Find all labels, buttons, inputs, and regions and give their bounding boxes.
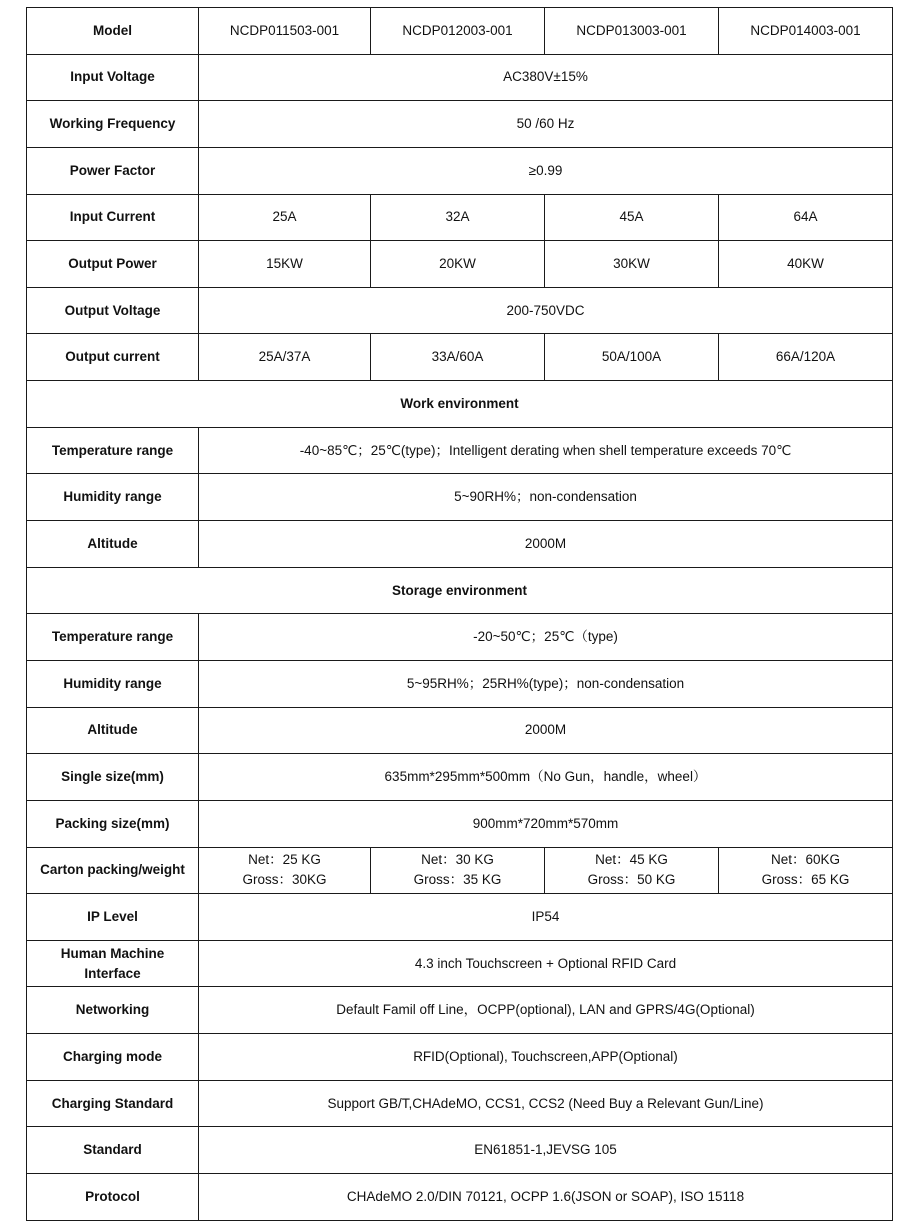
row-label: Packing size(mm) [27, 800, 199, 847]
value-cell: 25A [199, 194, 371, 241]
value-cell: 20KW [371, 241, 545, 288]
value-cell: 50 /60 Hz [199, 101, 893, 148]
row-label: Input Current [27, 194, 199, 241]
spec-row-humidity-range [27, 660, 893, 707]
spec-row-packing-size-mm [27, 800, 893, 847]
value-cell: 2000M [199, 707, 893, 754]
row-label: IP Level [27, 894, 199, 941]
spec-row-temperature-range [27, 427, 893, 474]
value-cell: 25A/37A [199, 334, 371, 381]
spec-row-humidity-range [27, 474, 893, 521]
spec-row-input-voltage [27, 54, 893, 101]
spec-row-input-current [27, 194, 893, 241]
row-label: Altitude [27, 521, 199, 568]
spec-table-body [27, 8, 893, 1221]
value-cell: ≥0.99 [199, 147, 893, 194]
section-header: Work environment [27, 381, 893, 428]
value-cell: AC380V±15% [199, 54, 893, 101]
row-label: Temperature range [27, 614, 199, 661]
value-cell: 64A [719, 194, 893, 241]
row-label: Output Voltage [27, 287, 199, 334]
value-cell [199, 847, 371, 894]
row-label: Carton packing/weight [27, 847, 199, 894]
value-cell: 5~95RH%；25RH%(type)；non-condensation [199, 660, 893, 707]
section-row-storage-environment [27, 567, 893, 614]
row-label: Humidity range [27, 660, 199, 707]
value-cell: 45A [545, 194, 719, 241]
value-line: Gross：35 KG [413, 872, 502, 888]
row-label-line: Interface [84, 965, 141, 981]
value-cell: IP54 [199, 894, 893, 941]
spec-row-human-machine-interface [27, 940, 893, 987]
value-cell: Default Famil off Line，OCPP(optional), LAN and GPRS/4G(Optional) [199, 987, 893, 1034]
spec-row-output-current [27, 334, 893, 381]
value-cell: 50A/100A [545, 334, 719, 381]
row-label [27, 940, 199, 987]
spec-row-model [27, 8, 893, 55]
row-label: Power Factor [27, 147, 199, 194]
row-label-line: Human Machine [60, 945, 165, 961]
row-label: Standard [27, 1127, 199, 1174]
spec-row-working-frequency [27, 101, 893, 148]
value-cell: 66A/120A [719, 334, 893, 381]
spec-row-output-power [27, 241, 893, 288]
spec-row-charging-mode [27, 1034, 893, 1081]
row-label: Charging mode [27, 1034, 199, 1081]
spec-row-temperature-range [27, 614, 893, 661]
row-label: Charging Standard [27, 1080, 199, 1127]
value-cell: RFID(Optional), Touchscreen,APP(Optional) [199, 1034, 893, 1081]
spec-row-output-voltage [27, 287, 893, 334]
spec-row-charging-standard [27, 1080, 893, 1127]
value-cell: -20~50℃；25℃（type) [199, 614, 893, 661]
value-cell [545, 847, 719, 894]
value-cell: Support GB/T,CHAdeMO, CCS1, CCS2 (Need Buy a Relevant Gun/Line) [199, 1080, 893, 1127]
value-line: Gross：65 KG [761, 872, 850, 888]
value-cell: 900mm*720mm*570mm [199, 800, 893, 847]
spec-row-protocol [27, 1174, 893, 1221]
spec-row-power-factor [27, 147, 893, 194]
spec-row-altitude [27, 707, 893, 754]
row-label: Temperature range [27, 427, 199, 474]
spec-row-altitude [27, 521, 893, 568]
value-line: Net：45 KG [595, 852, 668, 868]
value-cell: -40~85℃；25℃(type)；Intelligent derating when shell temperature exceeds 70℃ [199, 427, 893, 474]
row-label: Model [27, 8, 199, 55]
value-cell [719, 847, 893, 894]
value-line: Gross：30KG [242, 872, 327, 888]
value-line: Gross：50 KG [587, 872, 676, 888]
spec-row-standard [27, 1127, 893, 1174]
value-cell: 33A/60A [371, 334, 545, 381]
value-cell [371, 847, 545, 894]
row-label: Single size(mm) [27, 754, 199, 801]
value-cell: 32A [371, 194, 545, 241]
spec-table [26, 7, 893, 1221]
spec-row-networking [27, 987, 893, 1034]
value-line: Net：60KG [770, 852, 841, 868]
value-cell: 15KW [199, 241, 371, 288]
row-label: Networking [27, 987, 199, 1034]
value-cell: 30KW [545, 241, 719, 288]
value-cell: EN61851-1,JEVSG 105 [199, 1127, 893, 1174]
row-label: Output current [27, 334, 199, 381]
spec-row-ip-level [27, 894, 893, 941]
value-cell: 635mm*295mm*500mm（No Gun，handle，wheel） [199, 754, 893, 801]
value-cell: CHAdeMO 2.0/DIN 70121, OCPP 1.6(JSON or SOAP), ISO 15118 [199, 1174, 893, 1221]
section-row-work-environment [27, 381, 893, 428]
value-cell: 5~90RH%；non-condensation [199, 474, 893, 521]
model-cell: NCDP013003-001 [545, 8, 719, 55]
spec-row-carton-packing-weight [27, 847, 893, 894]
value-line: Net：30 KG [421, 852, 494, 868]
row-label: Output Power [27, 241, 199, 288]
model-cell: NCDP012003-001 [371, 8, 545, 55]
value-cell: 200-750VDC [199, 287, 893, 334]
model-cell: NCDP014003-001 [719, 8, 893, 55]
row-label: Humidity range [27, 474, 199, 521]
row-label: Protocol [27, 1174, 199, 1221]
model-cell: NCDP011503-001 [199, 8, 371, 55]
value-cell: 4.3 inch Touchscreen + Optional RFID Card [199, 940, 893, 987]
section-header: Storage environment [27, 567, 893, 614]
value-cell: 2000M [199, 521, 893, 568]
row-label: Working Frequency [27, 101, 199, 148]
spec-row-single-size-mm [27, 754, 893, 801]
row-label: Altitude [27, 707, 199, 754]
value-cell: 40KW [719, 241, 893, 288]
row-label: Input Voltage [27, 54, 199, 101]
value-line: Net：25 KG [248, 852, 321, 868]
